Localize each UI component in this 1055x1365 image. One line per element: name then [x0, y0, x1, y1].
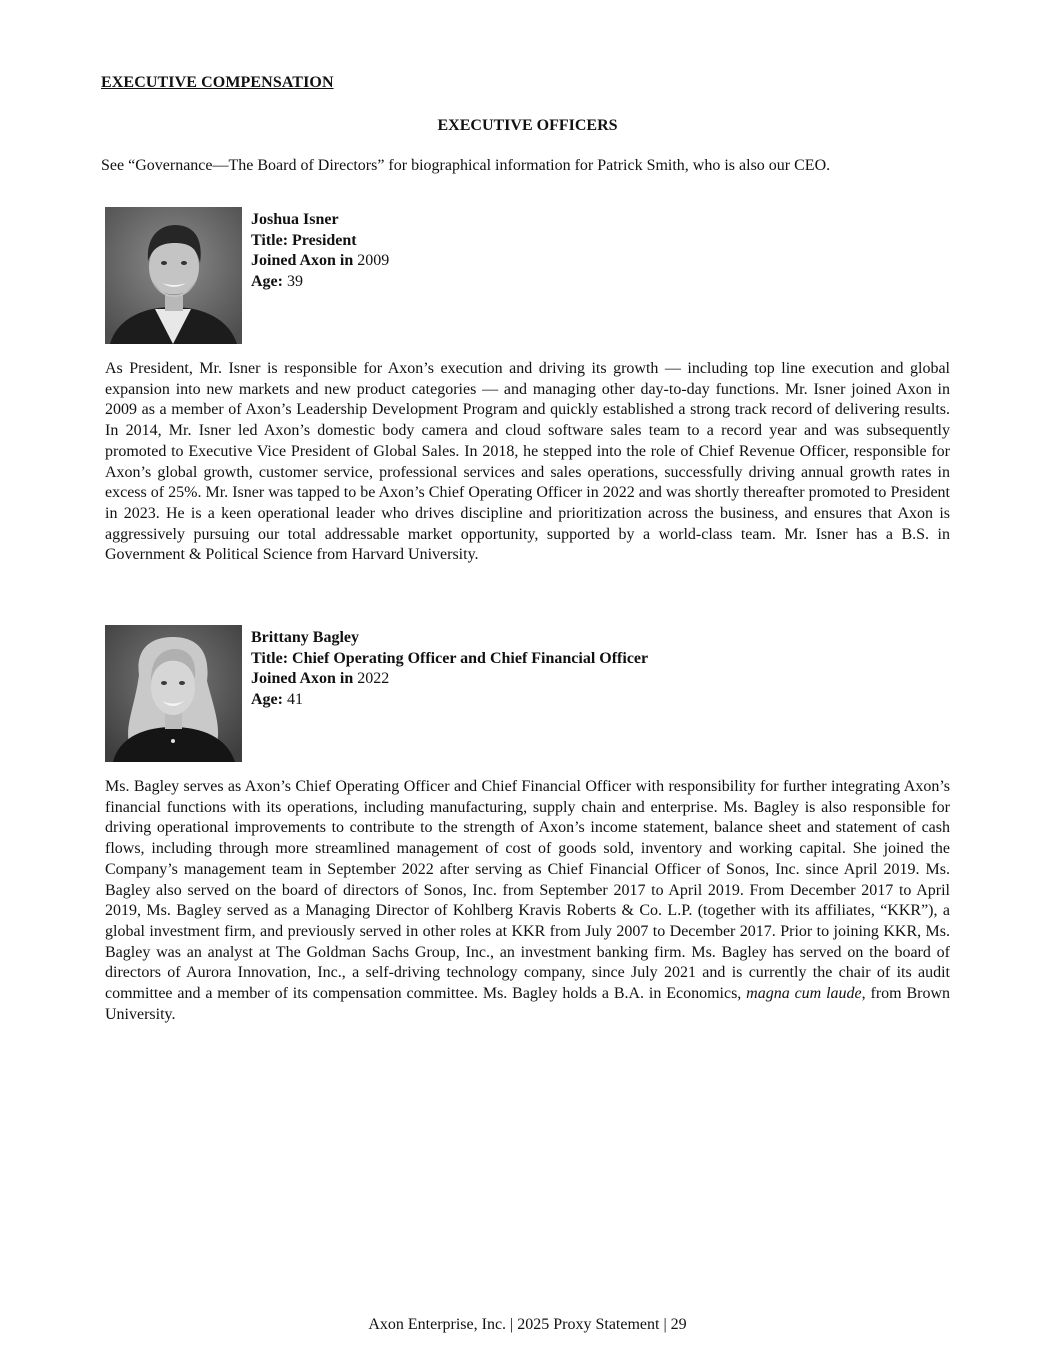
joined-line	[251, 251, 941, 272]
joined-year: 2009	[357, 252, 390, 270]
portrait-image	[105, 625, 242, 762]
executive-info	[251, 628, 941, 711]
age-value: 41	[286, 691, 303, 709]
age-label: Age:	[251, 691, 283, 709]
joined-label: Joined Axon in	[251, 252, 354, 270]
executive-photo	[105, 625, 242, 762]
executive-bio	[105, 777, 950, 1025]
executive-photo	[105, 207, 242, 344]
section-heading: EXECUTIVE COMPENSATION	[101, 74, 334, 91]
bio-latin-honor: magna cum laude	[746, 985, 862, 1003]
intro-paragraph: See “Governance—The Board of Directors” for biographical information for Patrick Smith, who is also our CEO.	[101, 157, 831, 174]
executive-info	[251, 210, 941, 293]
age-value: 39	[286, 273, 303, 291]
age-label: Age:	[251, 273, 283, 291]
executive-title: Title: Chief Operating Officer and Chief Financial Officer	[251, 649, 649, 667]
page-title: EXECUTIVE OFFICERS	[437, 117, 618, 134]
executive-name: Brittany Bagley	[251, 629, 359, 646]
executive-title: Title: President	[251, 231, 357, 249]
executive-name: Joshua Isner	[251, 211, 339, 228]
bio-text: Ms. Bagley serves as Axon’s Chief Operating Officer and Chief Financial Officer with responsibility for further integrating Axon’s financial functions with its operations, including manufacturing, supply chain and enterprise. Ms. Bagley is also responsible for driving operational improvements to contribute to the strength of Axon’s income statement, balance sheet and statement of cash flows, including through more streamlined management of cost of goods sold, inventory and working capital. She joined the Company’s management team in September 2022 after serving as Chief Financial Officer of Sonos, Inc. since April 2019. Ms. Bagley also served on the board of directors of Sonos, Inc. from September 2017 to April 2019. From December 2017 to April 2019, Ms. Bagley served as a Managing Director of Kohlberg Kravis Roberts & Co. L.P. (together with its affiliates, “KKR”), a global investment firm, and previously served in other roles at KKR from July 2007 to December 2017. Prior to joining KKR, Ms. Bagley was an analyst at The Goldman Sachs Group, Inc., an investment banking firm. Ms. Bagley has served on the board of directors of Aurora Innovation, Inc., a self-driving technology company, since July 2021 and is currently the chair of its audit committee and a member of its compensation committee. Ms. Bagley holds a B.A. in Economics,	[105, 778, 950, 1003]
executive-bio: As President, Mr. Isner is responsible for Axon’s execution and driving its growth — including top line execution and global expansion into new markets and new product categories — and managing other day-to-day functions. Mr. Isner joined Axon in 2009 as a member of Axon’s Leadership Development Program and quickly established a strong track record of delivering results. In 2014, Mr. Isner led Axon’s domestic body camera and cloud software sales team to a record year and was subsequently promoted to Executive Vice President of Global Sales. In 2018, he stepped into the role of Chief Revenue Officer, responsible for Axon’s global growth, customer service, professional services and sales operations, successfully driving annual growth rates in excess of 25%. Mr. Isner was tapped to be Axon’s Chief Operating Officer in 2022 and was shortly thereafter promoted to President in 2023. He is a keen operational leader who drives discipline and prioritization across the business, and ensures that Axon is aggressively pursuing our total addressable market opportunity, supported by a world-class team. Mr. Isner has a B.S. in Government & Political Science from Harvard University.	[105, 360, 950, 564]
bio-text-end: , from Brown University.	[105, 985, 951, 1023]
age-line	[251, 690, 941, 711]
page-footer: Axon Enterprise, Inc. | 2025 Proxy Statement | 29	[368, 1316, 687, 1333]
portrait-image	[105, 207, 242, 344]
age-line	[251, 272, 941, 293]
joined-label: Joined Axon in	[251, 670, 354, 688]
joined-year: 2022	[357, 670, 390, 688]
joined-line	[251, 669, 941, 690]
